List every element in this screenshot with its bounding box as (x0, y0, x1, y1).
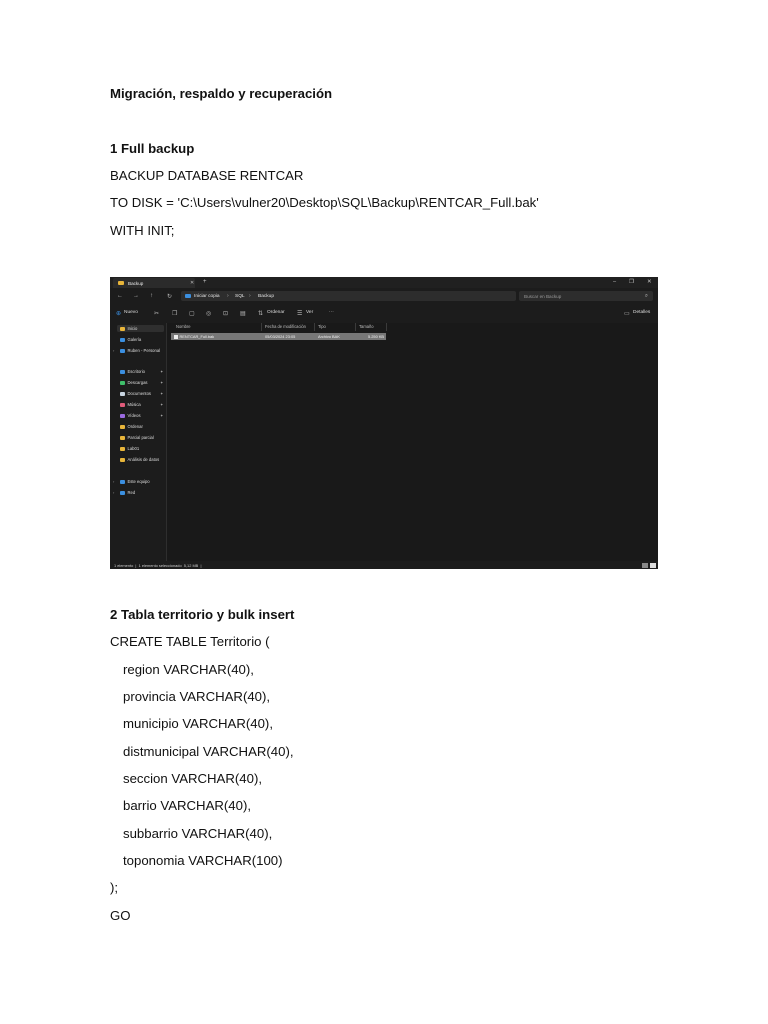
file-size-cell: 5.250 KB (368, 334, 385, 339)
chevron-right-icon: › (227, 293, 229, 299)
code-line: region VARCHAR(40), (123, 662, 254, 677)
close-button[interactable]: ✕ (647, 278, 652, 285)
details-button[interactable]: Detalles (633, 310, 651, 315)
sidebar-item-label: Descargas (127, 380, 148, 385)
code-line: seccion VARCHAR(40), (123, 771, 262, 786)
sidebar-item-label: Lab01 (127, 446, 140, 451)
pin-icon: ✦ (160, 402, 164, 407)
column-divider[interactable] (261, 323, 262, 331)
code-line: toponomia VARCHAR(100) (123, 853, 283, 868)
details-icon: ▭ (624, 310, 630, 317)
pin-icon: ✦ (160, 369, 164, 374)
pin-icon: ✦ (160, 413, 164, 418)
download-icon (120, 381, 125, 385)
code-line: distmunicipal VARCHAR(40), (123, 744, 294, 759)
location-icon (185, 294, 191, 298)
music-icon (120, 403, 125, 407)
sidebar-item-documents[interactable] (120, 391, 151, 396)
code-line: CREATE TABLE Territorio ( (110, 634, 270, 649)
computer-icon (120, 480, 125, 484)
sort-button[interactable]: Ordenar (267, 310, 285, 315)
code-line: GO (110, 908, 131, 923)
breadcrumb[interactable]: Iniciar copia (194, 293, 220, 299)
code-line: subbarrio VARCHAR(40), (123, 826, 273, 841)
document-icon (120, 392, 125, 396)
paste-icon[interactable]: ▢ (189, 310, 195, 317)
section2-heading: 2 Tabla territorio y bulk insert (110, 607, 295, 622)
tab-label: Backup (128, 280, 144, 286)
search-input[interactable] (519, 291, 653, 301)
sidebar-item-label: Documentos (127, 391, 152, 396)
navigation-bar (110, 288, 658, 305)
column-divider[interactable] (355, 323, 356, 331)
cloud-icon (120, 349, 125, 353)
maximize-button[interactable]: ❐ (629, 278, 634, 285)
up-button[interactable]: ↑ (150, 292, 153, 299)
back-button[interactable]: ← (117, 292, 123, 299)
sidebar-item-label: Galería (127, 337, 142, 342)
sidebar-item-label: Análisis de datos (127, 457, 160, 462)
sidebar-item-videos[interactable] (120, 413, 141, 418)
folder-icon (120, 425, 125, 429)
status-bar (110, 561, 658, 569)
code-line: municipio VARCHAR(40), (123, 716, 273, 731)
new-tab-button[interactable]: + (203, 278, 207, 285)
breadcrumb[interactable]: SQL (235, 293, 245, 299)
rename-icon[interactable]: ◎ (206, 310, 212, 317)
minimize-button[interactable]: – (613, 278, 617, 285)
sidebar-item-label: Parcial parcial (127, 435, 154, 440)
file-icon (174, 335, 178, 340)
sidebar-item-this-pc[interactable] (120, 479, 150, 484)
new-button[interactable]: Nuevo (124, 310, 138, 315)
file-explorer-screenshot (110, 277, 658, 569)
file-list (167, 323, 658, 561)
tiles-view-button[interactable] (650, 563, 656, 568)
sidebar-item-folder[interactable] (120, 424, 143, 429)
search-icon: ⌕ (644, 292, 648, 299)
code-line: BACKUP DATABASE RENTCAR (110, 168, 304, 183)
folder-icon (120, 436, 125, 440)
delete-icon[interactable]: ▤ (240, 310, 246, 317)
sidebar-item-gallery[interactable] (120, 337, 141, 342)
file-modified-cell: 05/03/2024 23:05 (265, 334, 296, 339)
cut-icon[interactable]: ✂ (154, 310, 160, 317)
sidebar-item-label: Música (127, 402, 141, 407)
column-header-size[interactable]: Tamaño (359, 323, 374, 329)
chevron-right-icon[interactable]: › (113, 348, 115, 353)
gallery-icon (120, 338, 125, 342)
code-line: TO DISK = 'C:\Users\vulner20\Desktop\SQL\Backup\RENTCAR_Full.bak' (110, 195, 539, 210)
view-icon: ☰ (297, 310, 303, 317)
sidebar-item-folder[interactable] (120, 457, 159, 462)
sidebar-item-network[interactable] (120, 490, 135, 495)
sidebar-item-music[interactable] (120, 402, 141, 407)
code-line: provincia VARCHAR(40), (123, 689, 271, 704)
pin-icon: ✦ (160, 380, 164, 385)
command-bar (110, 305, 658, 324)
folder-icon (120, 447, 125, 451)
new-icon: ⊕ (116, 310, 122, 317)
code-line: barrio VARCHAR(40), (123, 798, 251, 813)
file-type-cell: Archivo BAK (318, 334, 340, 339)
code-line: WITH INIT; (110, 223, 175, 238)
address-bar[interactable] (181, 291, 516, 301)
column-header-modified[interactable]: Fecha de modificación (265, 323, 306, 329)
search-placeholder: Buscar en Backup (524, 293, 562, 299)
sidebar-item-downloads[interactable] (120, 380, 148, 385)
sort-icon: ⇅ (258, 310, 264, 317)
folder-icon (118, 281, 124, 285)
chevron-right-icon: › (249, 293, 251, 299)
video-icon (120, 414, 125, 418)
explorer-tab[interactable] (113, 278, 195, 288)
details-view-button[interactable] (642, 563, 648, 568)
column-header-type[interactable]: Tipo (318, 323, 326, 329)
file-name-cell (174, 334, 214, 339)
title-bar (110, 277, 658, 288)
refresh-button[interactable]: ↻ (167, 293, 173, 300)
network-icon (120, 491, 125, 495)
sidebar-item-label: Escritorio (127, 369, 145, 374)
navigation-pane (110, 323, 167, 561)
sidebar-item-folder[interactable] (120, 435, 154, 440)
section1-heading: 1 Full backup (110, 141, 195, 156)
folder-icon (120, 458, 125, 462)
desktop-icon (120, 370, 125, 374)
sidebar-item-label: Inicio (127, 326, 138, 331)
file-name: RENTCAR_Full.bak (179, 334, 215, 339)
column-divider[interactable] (314, 323, 315, 331)
copy-icon[interactable]: ❐ (172, 310, 178, 317)
chevron-right-icon[interactable]: › (113, 490, 115, 495)
sidebar-item-label: Ruben - Personal (127, 348, 161, 353)
sidebar-item-folder[interactable] (120, 446, 139, 451)
sidebar-item-label: Este equipo (127, 479, 150, 484)
sidebar-item-onedrive[interactable] (120, 348, 160, 353)
doc-title: Migración, respaldo y recuperación (110, 86, 333, 101)
breadcrumb[interactable]: Backup (258, 293, 274, 299)
code-line: ); (110, 880, 119, 895)
tab-close-icon[interactable]: ✕ (190, 280, 195, 286)
more-button[interactable]: ··· (329, 310, 334, 315)
forward-button[interactable]: → (133, 292, 139, 299)
status-text: 1 elemento | 1 elemento seleccionado 5,12 MB | (114, 562, 202, 568)
home-icon (120, 327, 125, 331)
share-icon[interactable]: ⊡ (223, 310, 229, 317)
column-divider[interactable] (386, 323, 387, 331)
sidebar-item-desktop[interactable] (120, 369, 145, 374)
sidebar-item-home[interactable] (120, 326, 137, 331)
sidebar-item-label: Red (127, 490, 136, 495)
chevron-right-icon[interactable]: › (113, 479, 115, 484)
sidebar-item-label: Ordenar (127, 424, 143, 429)
column-header-name[interactable]: Nombre (176, 323, 191, 329)
view-button[interactable]: Ver (306, 310, 314, 315)
sidebar-item-label: Vídeos (127, 413, 141, 418)
pin-icon: ✦ (160, 391, 164, 396)
